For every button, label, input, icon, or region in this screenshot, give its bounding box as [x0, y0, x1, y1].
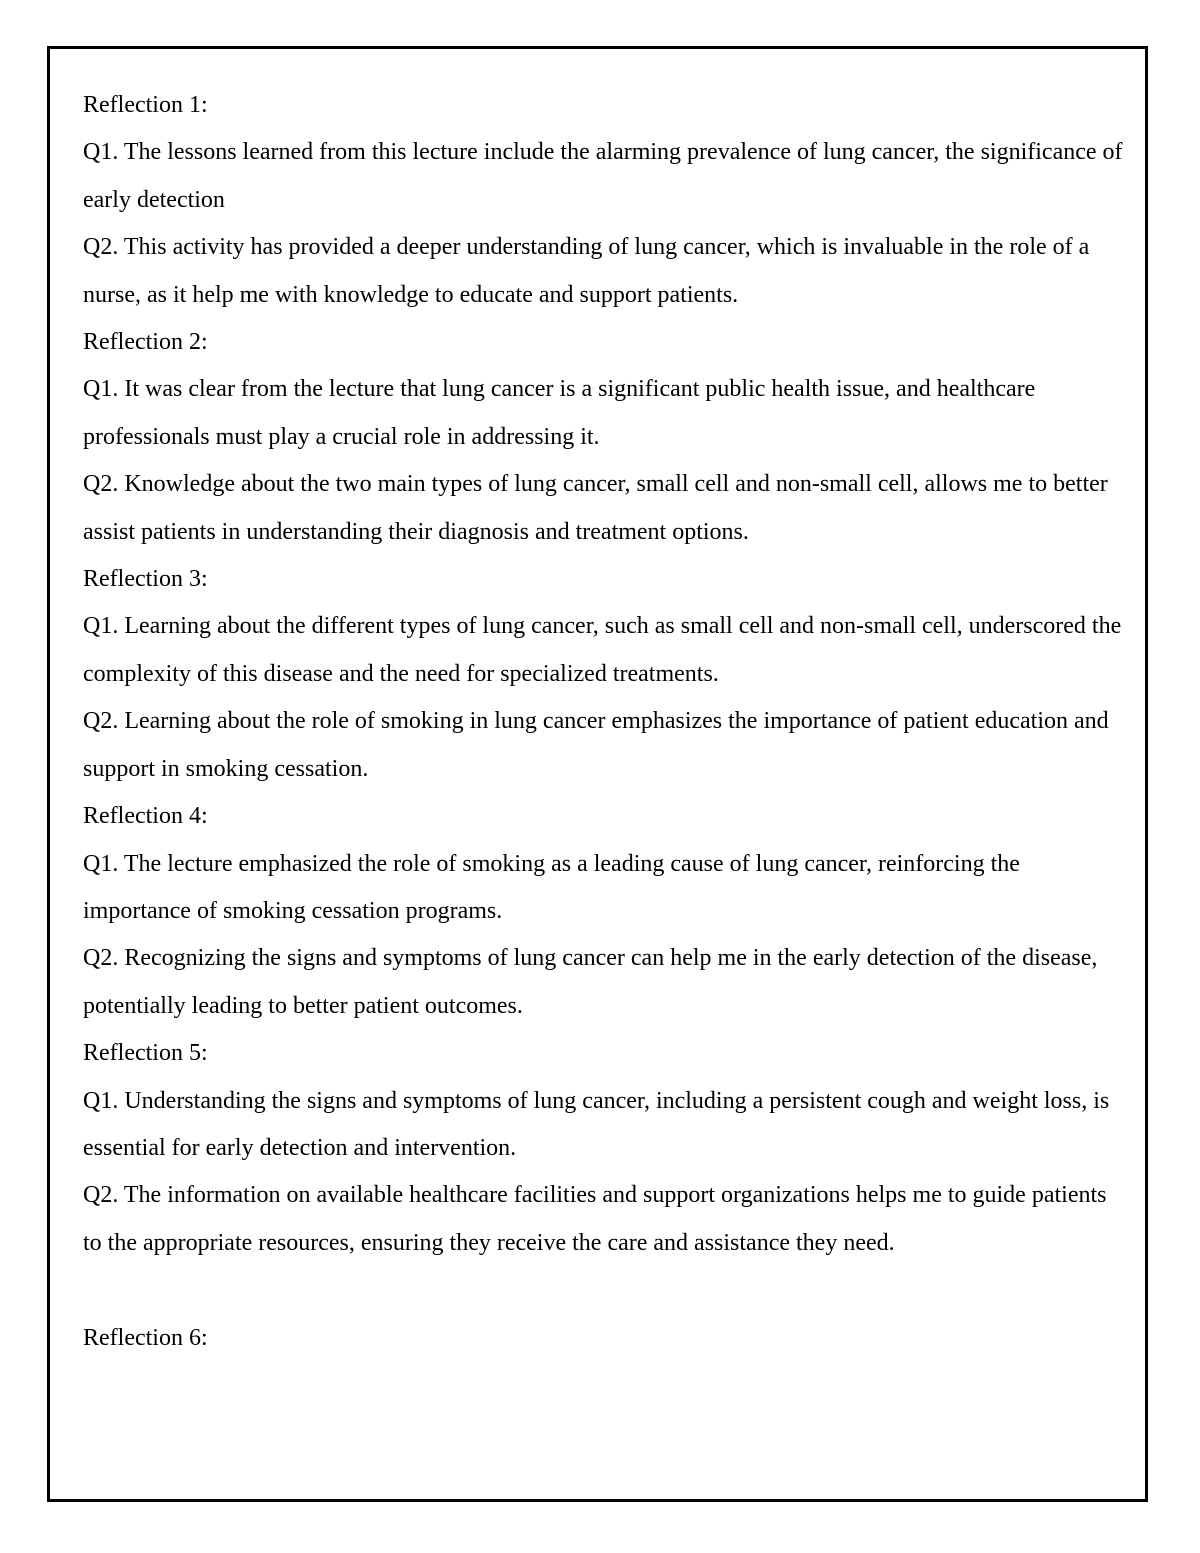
reflection-4-q1: Q1. The lecture emphasized the role of smoking as a leading cause of lung cancer, reinforcing the importance of smoking cessation programs. — [83, 850, 1020, 924]
reflection-4-heading: Reflection 4: — [83, 803, 208, 830]
reflection-3-heading: Reflection 3: — [83, 566, 208, 593]
blank-line — [83, 1267, 1128, 1314]
reflection-2-heading: Reflection 2: — [83, 329, 208, 356]
reflection-5-q1: Q1. Understanding the signs and symptoms of lung cancer, including a persistent cough and weight loss, is essential for early detection and intervention. — [83, 1087, 1110, 1161]
reflection-1-q1: Q1. The lessons learned from this lecture include the alarming prevalence of lung cancer, the significance of early detection — [83, 139, 1123, 213]
reflection-5-q2: Q2. The information on available healthcare facilities and support organizations helps me to guide patients to the appropriate resources, ensuring they receive the care and assistance they need. — [83, 1182, 1107, 1256]
reflection-1-q2: Q2. This activity has provided a deeper understanding of lung cancer, which is invaluable in the role of a nurse, as it help me with knowledge to educate and support patients. — [83, 234, 1090, 308]
reflection-1-heading: Reflection 1: — [83, 92, 208, 118]
reflection-3-q1: Q1. Learning about the different types of lung cancer, such as small cell and non-small cell, underscored the complexity of this disease and the need for specialized treatments. — [83, 613, 1122, 687]
reflection-6-heading: Reflection 6: — [83, 1324, 208, 1351]
reflection-5-heading: Reflection 5: — [83, 1040, 208, 1067]
reflection-2-q2: Q2. Knowledge about the two main types of lung cancer, small cell and non-small cell, allows me to better assist patients in understanding their diagnosis and treatment options. — [83, 471, 1108, 545]
document-body — [83, 82, 1128, 1362]
reflection-3-q2: Q2. Learning about the role of smoking in lung cancer emphasizes the importance of patient education and support in smoking cessation. — [83, 708, 1109, 782]
reflection-2-q1: Q1. It was clear from the lecture that lung cancer is a significant public health issue, and healthcare professionals must play a crucial role in addressing it. — [83, 376, 1036, 450]
reflection-4-q2: Q2. Recognizing the signs and symptoms of lung cancer can help me in the early detection of the disease, potentially leading to better patient outcomes. — [83, 945, 1098, 1019]
